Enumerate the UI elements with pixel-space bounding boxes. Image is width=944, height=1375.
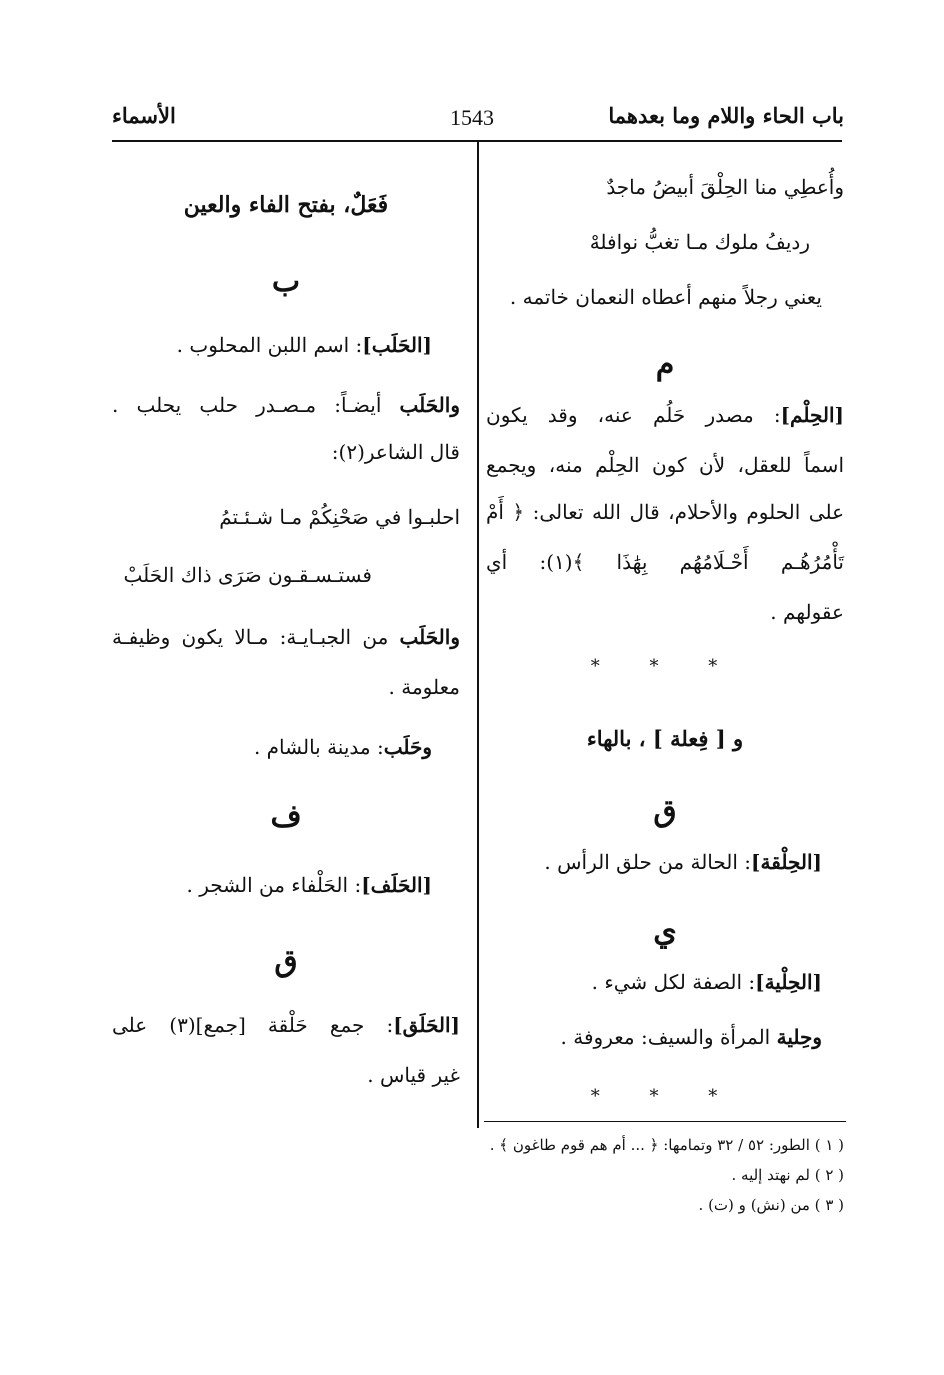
text-line: عقولهم . bbox=[770, 600, 844, 624]
entry-line bbox=[186, 868, 432, 902]
letter-heading: ب bbox=[271, 264, 301, 299]
text-line: يعني رجلاً منهم أعطاه النعمان خاتمه . bbox=[509, 285, 822, 309]
entry-line bbox=[544, 845, 822, 879]
letter-heading: ي bbox=[653, 914, 677, 949]
entry-line bbox=[112, 620, 460, 654]
headword: [الحِلْقة] bbox=[751, 850, 822, 874]
verse-line: فستـسـقـون صَرَى ذاك الحَلَبْ bbox=[123, 563, 372, 587]
section-header: الأسماء bbox=[112, 103, 176, 128]
entry-line bbox=[112, 1008, 460, 1042]
definition-text: : مدينة بالشام . bbox=[253, 735, 384, 759]
headword: [الحَلَف] bbox=[361, 873, 432, 897]
text-line: قال الشاعر(٢): bbox=[331, 440, 460, 464]
letter-heading: ف bbox=[270, 799, 302, 834]
section-heading: و [ فِعلة ] ، بالهاء bbox=[586, 726, 744, 751]
text-line: غير قياس . bbox=[367, 1063, 460, 1087]
headword: [الحَلَق] bbox=[393, 1013, 460, 1037]
footnote: ( ٢ ) لم نهتد إليه . bbox=[731, 1166, 844, 1184]
footnote: ( ١ ) الطور: ٥٢ / ٣٢ وتمامها: ﴿ ... أم هم قوم طاغون ﴾ . bbox=[489, 1136, 844, 1154]
text-line: على الحلوم والأحلام، قال الله تعالى: ﴿ أَمْ bbox=[486, 500, 844, 524]
section-heading: فَعَلٌ، بفتح الفاء والعين bbox=[183, 192, 389, 218]
verse-line: رديفُ ملوك مـا تغبُّ نوافلهْ bbox=[589, 230, 810, 254]
separator-stars: * * * bbox=[590, 656, 740, 677]
headword: والحَلَب bbox=[399, 625, 460, 649]
verse-line: وأُعطِي منا الحِلْقَ أبيضُ ماجدٌ bbox=[606, 175, 844, 199]
definition-text: : الحَلْفاء من الشجر . bbox=[186, 873, 362, 897]
entry-line bbox=[561, 1020, 822, 1054]
letter-heading: ق bbox=[653, 794, 677, 829]
chapter-title: باب الحاء واللام وما بعدهما bbox=[608, 103, 844, 128]
entry-line bbox=[592, 965, 822, 999]
entry-line bbox=[112, 388, 460, 422]
text-line: اسماً للعقل، لأن كون الحِلْم منه، ويجمع bbox=[486, 453, 844, 477]
definition-text: : مصدر حَلُم عنه، وقد يكون bbox=[486, 403, 781, 427]
headword: وحَلَب bbox=[383, 735, 432, 759]
headword: [الحَلَب] bbox=[362, 333, 432, 357]
letter-heading: م bbox=[655, 347, 675, 382]
headword: والحَلَب bbox=[399, 393, 460, 417]
page-number: 1543 bbox=[450, 105, 494, 130]
headword: [الحِلْم] bbox=[780, 403, 844, 427]
definition-text: : جمع حَلْقة [جمع](٣) على bbox=[112, 1013, 394, 1037]
definition-text: المرأة والسيف: معروفة . bbox=[560, 1025, 777, 1049]
entry-line bbox=[486, 398, 844, 432]
definition-text: : الحالة من حلق الرأس . bbox=[544, 850, 752, 874]
entry-line bbox=[177, 328, 432, 362]
letter-heading: ق bbox=[274, 944, 298, 979]
definition-text: : الصفة لكل شيء . bbox=[591, 970, 756, 994]
headword: [الحِلْية] bbox=[755, 970, 822, 994]
definition-text: من الجبـايـة: مـالا يكون وظيفـة bbox=[112, 625, 400, 649]
headword: وحِلية bbox=[776, 1025, 822, 1049]
separator-stars: * * * bbox=[590, 1086, 740, 1107]
quran-verse-line: تَأْمُرُهُـم أَحْـلَامُهُم بِهَٰذَا ﴾(١): أي bbox=[486, 550, 844, 574]
footnote: ( ٣ ) من (نش) و (ت) . bbox=[698, 1196, 844, 1214]
verse-line: احلبـوا في صَحْنِكُمْ مـا شـئـتمُ bbox=[219, 505, 460, 529]
definition-text: : اسم اللبن المحلوب . bbox=[176, 333, 363, 357]
column-divider bbox=[477, 141, 479, 1128]
text-line: معلومة . bbox=[388, 675, 460, 699]
entry-line bbox=[254, 730, 432, 764]
definition-text: أيضـاً: مـصـدر حلب يحلب . bbox=[112, 393, 400, 417]
footnote-rule bbox=[484, 1121, 846, 1122]
